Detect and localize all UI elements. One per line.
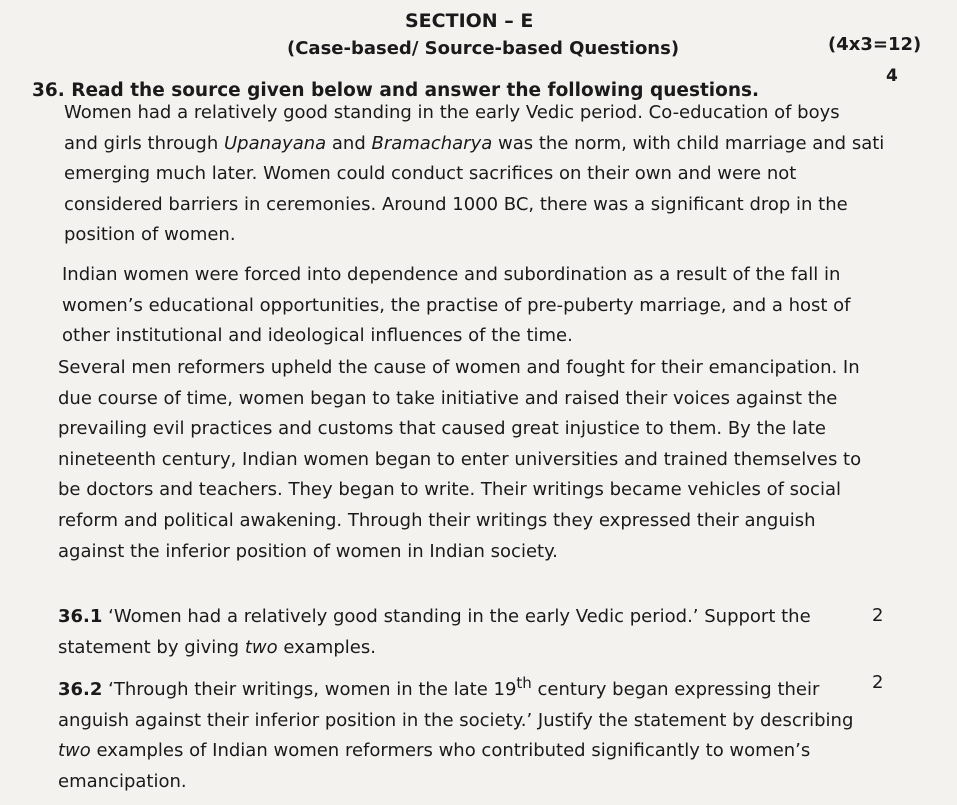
subquestion-text: examples.	[277, 636, 376, 658]
source-line: against the inferior position of women in Indian society.	[58, 540, 558, 562]
source-line: emerging much later. Women could conduct sacrifices on their own and were not	[64, 163, 797, 185]
emphasis-two: two	[244, 636, 278, 658]
source-line	[64, 129, 884, 160]
source-text: and girls through	[64, 132, 224, 154]
source-line: position of women.	[64, 224, 236, 246]
source-paragraph-3	[58, 353, 861, 567]
subquestion-line: anguish against their inferior position in the society.’ Justify the statement by describing	[58, 709, 854, 731]
source-text: was the norm, with child marriage and sati	[492, 132, 885, 154]
subquestion-number: 36.2	[58, 679, 103, 700]
source-line: reform and political awakening. Through their writings they expressed their anguish	[58, 509, 816, 531]
source-paragraph-1	[64, 98, 884, 251]
subquestion-text: ‘Women had a relatively good standing in the early Vedic period.’ Support the	[102, 606, 811, 627]
section-marks-total: (4x3=12)	[828, 34, 922, 55]
source-text: and	[326, 132, 372, 154]
emphasis-two: two	[58, 740, 91, 761]
source-line: be doctors and teachers. They began to write. Their writings became vehicles of social	[58, 479, 841, 501]
subquestion-text: statement by giving	[58, 636, 245, 658]
subquestion-36-2-marks: 2	[872, 672, 884, 693]
subquestion-36-2	[58, 668, 853, 797]
source-paragraph-2	[62, 260, 851, 352]
source-line: considered barriers in ceremonies. Around 1000 BC, there was a significant drop in the	[64, 193, 848, 215]
source-line: Women had a relatively good standing in the early Vedic period. Co-education of boys	[64, 102, 840, 123]
term-bramacharya: Bramacharya	[371, 132, 493, 154]
subquestion-text: examples of Indian women reformers who contributed significantly to women’s	[90, 740, 811, 761]
source-line: nineteenth century, Indian women began to enter universities and trained themselves to	[58, 448, 862, 470]
subquestion-line	[58, 602, 811, 633]
section-title: SECTION – E	[405, 10, 534, 32]
subquestion-36-1-marks: 2	[872, 605, 884, 626]
subquestion-line	[58, 633, 811, 664]
subquestion-line: emancipation.	[58, 770, 187, 792]
question-marks: 4	[886, 66, 898, 86]
question-instruction: Read the source given below and answer the following questions.	[71, 80, 760, 101]
source-line: other institutional and ideological influences of the time.	[62, 325, 573, 347]
subquestion-text: century began expressing their	[531, 679, 820, 700]
subquestion-text: ‘Through their writings, women in the late 19	[102, 679, 517, 700]
source-line: prevailing evil practices and customs that caused great injustice to them. By the late	[58, 418, 826, 440]
source-line: women’s educational opportunities, the practise of pre-puberty marriage, and a host of	[62, 294, 851, 316]
source-line: Indian women were forced into dependence and subordination as a result of the fall in	[62, 264, 841, 285]
subquestion-line	[58, 668, 853, 706]
subquestion-number: 36.1	[58, 606, 103, 627]
term-upanayana: Upanayana	[223, 132, 327, 154]
source-line: Several men reformers upheld the cause of women and fought for their emancipation. In	[58, 357, 860, 378]
subquestion-36-1	[58, 602, 811, 663]
subquestion-line	[58, 736, 853, 767]
question-number: 36.	[32, 80, 65, 101]
section-subtitle: (Case-based/ Source-based Questions)	[287, 38, 680, 59]
ordinal-superscript: th	[516, 674, 532, 692]
source-line: due course of time, women began to take initiative and raised their voices against the	[58, 387, 838, 409]
